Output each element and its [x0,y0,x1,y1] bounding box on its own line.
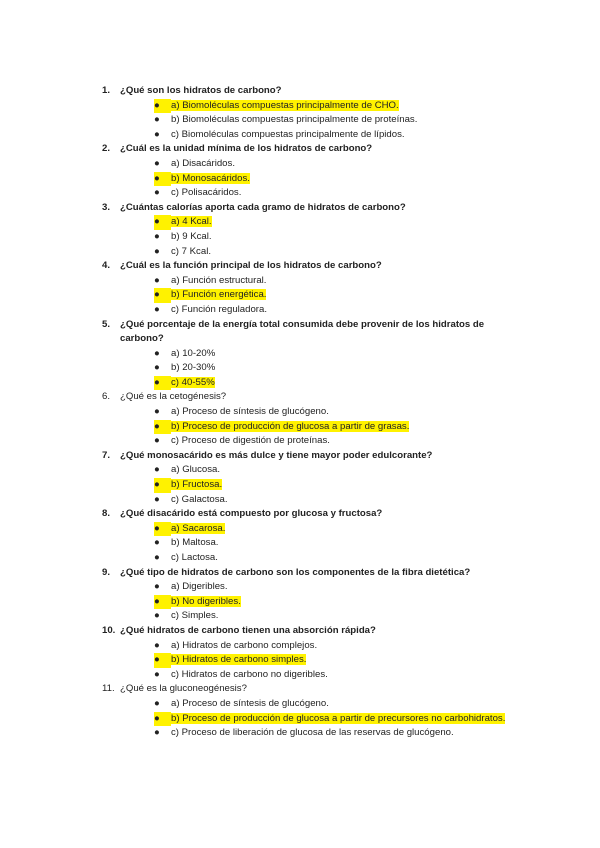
bullet-icon: ● [154,128,160,140]
answer-option-highlighted [102,595,522,610]
answer-option [102,536,522,551]
answer-option [102,230,522,245]
answer-option-text: c) Proceso de digestión de proteínas. [171,435,330,447]
answer-option-wrapper [171,274,522,289]
bullet-icon: ● [154,157,160,169]
question-item [102,624,522,682]
bullet-icon: ● [154,537,160,549]
answer-option-wrapper [171,668,522,683]
answer-option-wrapper [171,522,522,537]
question-item [102,507,522,565]
answer-option-wrapper [171,128,522,143]
answer-option [102,463,522,478]
bullet-icon: ● [154,639,160,651]
bullet-icon: ● [154,595,171,610]
answer-option-wrapper [171,303,522,318]
question-row [102,142,522,157]
answer-option-text: b) Monosacáridos. [171,172,250,184]
answer-option-text: a) 10-20% [171,347,216,359]
answer-option [102,609,522,624]
bullet-icon: ● [154,653,171,668]
question-number: 9. [102,566,111,578]
answer-option-text: b) Hidratos de carbono simples. [171,654,307,666]
question-row [102,449,522,464]
bullet-icon: ● [154,668,160,680]
answer-option-text: c) Simples. [171,610,219,622]
bullet-icon: ● [154,230,160,242]
answer-option-wrapper [171,420,522,435]
answer-option-wrapper [171,288,522,303]
answer-option-wrapper [171,712,522,727]
bullet-icon: ● [154,347,160,359]
question-number: 3. [102,201,111,213]
answer-option-wrapper [171,434,522,449]
answer-option-text: b) Proceso de producción de glucosa a partir de precursores no carbohidratos. [171,712,506,724]
bullet-icon: ● [154,581,160,593]
question-text: ¿Qué es la cetogénesis? [120,391,227,403]
answer-option-highlighted [102,376,522,391]
answer-option-wrapper [171,172,522,187]
question-row [102,682,522,697]
answer-option-text: c) Lactosa. [171,552,218,563]
answer-option [102,434,522,449]
answer-option-text: a) Hidratos de carbono complejos. [171,639,318,651]
answer-option-wrapper [171,215,522,230]
question-text: ¿Qué hidratos de carbono tienen una absorción rápida? [120,624,376,636]
answer-option [102,347,522,362]
answer-option [102,580,522,595]
answer-option-wrapper [171,463,522,478]
answer-option [102,668,522,683]
answer-option-wrapper [171,493,522,508]
bullet-icon: ● [154,406,160,418]
answer-option-wrapper [171,639,522,654]
answer-option [102,274,522,289]
answer-option-text: c) 7 Kcal. [171,245,211,257]
bullet-icon: ● [154,362,160,374]
question-list [102,84,522,741]
answer-option-wrapper [171,361,522,376]
answer-option-highlighted [102,478,522,493]
question-text: ¿Qué disacárido está compuesto por glucosa y fructosa? [120,508,383,520]
answer-option-text: b) Biomoléculas compuestas principalmente de proteínas. [171,114,418,126]
answer-option-highlighted [102,653,522,668]
bullet-icon: ● [154,727,160,739]
answer-option-text: c) Proceso de liberación de glucosa de las reservas de glucógeno. [171,727,454,739]
question-text: ¿Cuál es la unidad mínima de los hidratos de carbono? [120,143,373,155]
answer-option [102,697,522,712]
answer-option-text: b) Maltosa. [171,537,219,549]
bullet-icon: ● [154,376,171,391]
question-row [102,259,522,274]
answer-option-text: b) No digeribles. [171,595,241,607]
answer-option-text: c) 40-55% [171,376,215,388]
answer-option [102,726,522,741]
question-row [102,390,522,405]
question-text: ¿Qué tipo de hidratos de carbono son los componentes de la fibra dietética? [120,566,471,578]
question-text: ¿Qué porcentaje de la energía total consumida debe provenir de los hidratos de carbono? [120,318,485,345]
answer-option-wrapper [171,245,522,260]
answer-option-highlighted [102,288,522,303]
answer-option-wrapper [171,376,522,391]
question-item [102,259,522,317]
bullet-icon: ● [154,552,160,563]
answer-option [102,186,522,201]
answer-option-text: c) Biomoléculas compuestas principalmente de lípidos. [171,128,405,140]
answer-option [102,245,522,260]
question-text: ¿Cuál es la función principal de los hidratos de carbono? [120,260,382,272]
question-text: ¿Qué son los hidratos de carbono? [120,85,282,96]
answer-option-wrapper [171,609,522,624]
answer-option-text: a) Glucosa. [171,464,221,476]
question-text: ¿Qué es la gluconeogénesis? [120,683,247,695]
bullet-icon: ● [154,493,160,505]
answer-option-highlighted [102,420,522,435]
question-number: 11. [102,683,115,695]
bullet-icon: ● [154,610,160,622]
answer-option [102,128,522,143]
bullet-icon: ● [154,420,171,435]
answer-option [102,303,522,318]
bullet-icon: ● [154,288,171,303]
bullet-icon: ● [154,464,160,476]
answer-option-wrapper [171,536,522,551]
answer-option-highlighted [102,522,522,537]
bullet-icon: ● [154,215,171,230]
question-row [102,201,522,216]
answer-option [102,405,522,420]
answer-option-wrapper [171,726,522,741]
answer-option-text: a) Biomoléculas compuestas principalmente de CHO. [171,99,399,111]
answer-option-wrapper [171,230,522,245]
question-item [102,142,522,200]
answer-option-wrapper [171,697,522,712]
answer-option-text: c) Polisacáridos. [171,187,242,199]
question-number: 7. [102,449,111,461]
bullet-icon: ● [154,172,171,187]
answer-option-text: a) Proceso de síntesis de glucógeno. [171,406,329,418]
answer-option-text: a) 4 Kcal. [171,216,212,228]
answer-option-text: c) Galactosa. [171,493,228,505]
question-item [102,566,522,624]
answer-option-text: a) Sacarosa. [171,522,226,534]
answer-option-highlighted [102,172,522,187]
answer-option-text: a) Función estructural. [171,274,267,286]
bullet-icon: ● [154,435,160,447]
question-row [102,84,522,99]
question-text: ¿Cuántas calorías aporta cada gramo de hidratos de carbono? [120,201,406,213]
answer-option-wrapper [171,551,522,566]
question-number: 4. [102,260,111,272]
answer-option-text: b) Proceso de producción de glucosa a partir de grasas. [171,420,410,432]
question-number: 10. [102,624,116,636]
question-number: 2. [102,143,111,155]
answer-option [102,639,522,654]
bullet-icon: ● [154,274,160,286]
bullet-icon: ● [154,245,160,257]
answer-option-text: b) Fructosa. [171,479,223,491]
question-number: 5. [102,318,111,330]
answer-option-text: b) 9 Kcal. [171,230,212,242]
question-number: 6. [102,391,111,403]
question-item [102,318,522,391]
question-text: ¿Qué monosacárido es más dulce y tiene mayor poder edulcorante? [120,449,433,461]
answer-option-text: b) 20-30% [171,362,216,374]
answer-option-wrapper [171,113,522,128]
bullet-icon: ● [154,522,171,537]
answer-option [102,551,522,566]
question-row [102,507,522,522]
question-item [102,390,522,448]
question-item [102,449,522,507]
bullet-icon: ● [154,114,160,126]
question-row [102,566,522,581]
bullet-icon: ● [154,697,160,709]
answer-option-wrapper [171,186,522,201]
answer-option-wrapper [171,580,522,595]
answer-option-highlighted [102,215,522,230]
answer-option-wrapper [171,595,522,610]
answer-option [102,361,522,376]
bullet-icon: ● [154,303,160,315]
answer-option-highlighted [102,99,522,114]
answer-option-highlighted [102,712,522,727]
answer-option-wrapper [171,653,522,668]
answer-option-text: a) Digeribles. [171,581,228,593]
answer-option-wrapper [171,478,522,493]
bullet-icon: ● [154,99,171,114]
answer-option-text: b) Función energética. [171,289,267,301]
question-number: 8. [102,508,111,520]
bullet-icon: ● [154,478,171,493]
bullet-icon: ● [154,712,171,727]
question-item [102,84,522,142]
answer-option [102,157,522,172]
question-item [102,682,522,740]
answer-option-wrapper [171,157,522,172]
answer-option-wrapper [171,99,522,114]
question-item [102,201,522,259]
bullet-icon: ● [154,187,160,199]
answer-option-text: c) Función reguladora. [171,303,267,315]
question-number: 1. [102,85,111,96]
question-row [102,624,522,639]
answer-option-text: a) Disacáridos. [171,157,235,169]
answer-option-wrapper [171,347,522,362]
answer-option-text: a) Proceso de síntesis de glucógeno. [171,697,329,709]
answer-option [102,493,522,508]
answer-option-text: c) Hidratos de carbono no digeribles. [171,668,328,680]
answer-option-wrapper [171,405,522,420]
answer-option [102,113,522,128]
question-row [102,318,522,347]
